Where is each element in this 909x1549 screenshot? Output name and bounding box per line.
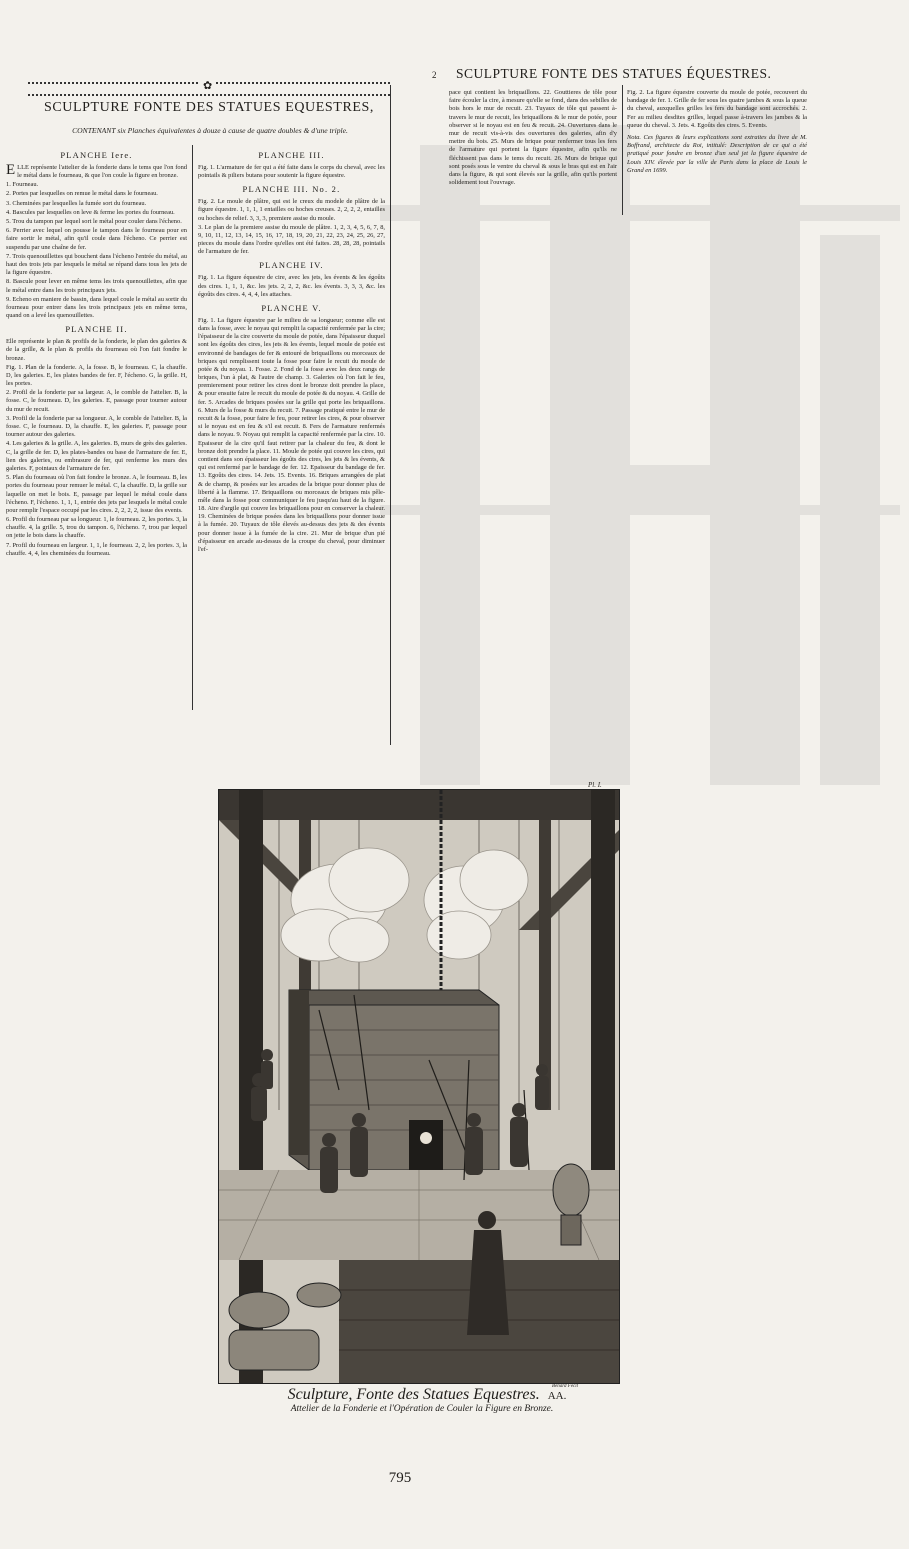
legend-item: 3. Cheminées par lesquelles la fumée sort du fourneau. <box>6 199 147 207</box>
plate-caption <box>222 1386 632 1404</box>
legend-item: 2. Portes par lesquelles on remue le métal dans le fourneau. <box>6 190 158 198</box>
legend-item: Fig. 2. Le moule de plâtre, qui est le creux du modele de plâtre de la figure équestre. 1, 1, 1, 1 entailles ou hoches creuses. 2, 2, 2, 2, entailles ou hoches de relief. 3, 3, 3, premiere assise du moule. <box>198 198 385 222</box>
legend-item: 5. Plan du fourneau où l'on fait fondre le bronze. A, le fourneau. B, les portes du fourneau pour remuer le métal. C, la chauffe. D, la grille sur laquelle on met le bois. E, passage par lequel le métal coule dans l'écheno. F, l'écheno. 1, 1, 1, entrée des jets par lesquels le métal coule pour remplir l'espace occupé par les cires. 2, 2, 2, 2, issue des events. <box>6 474 187 514</box>
legend-item: 9. Echeno en maniere de bassin, dans lequel coule le métal au sortir du fourneau pour entrer dans les trois principaux jets en même tems, quand on a levé les quenouillettes. <box>6 295 187 320</box>
planche-5-text: Fig. 1. La figure équestre par le milieu de sa longueur; comme elle est dans la fosse, avec le noyau qui remplit la capacité renfermée par la cire; l'épaisseur de la cire couverte du moule de potée, dans l'épaisseur duquel sont les égoûts des cires, les jets & les évents, lequel moule de potée est environné de bandages de fer & entouré de briquaillons ou morceaux de briques qui remplissent toute la fosse pour faire le recuit du moule de potée & du noyau. 1. Fosse. 2. Fond de la fosse avec les deux rangs de briques, l'un à plat, & l'autre de champ. 3. Galeries où l'on fait le feu, premierement pour retirer les cires dont le bronze doit prendre la place, & pour ensuite faire le recuit du moule de potée & du noyau. 4. Grille de fer. 5. Arcades de briques posées sur la grille qui porte les briquaillons. 6. Murs de la fosse & murs du recuit. 7. Passage pratiqué entre le mur de recuit & la fosse, pour faire le feu, pour retirer les cires, & pour observer si le noyau est en feu & s'il est recuit. 8. Fers de l'armature renfermés dans le noyau. 9. Noyau qui remplit la capacité renfermée par la cire. 10. Epaisseur de la cire qu'il faut retirer par la chaleur du feu, & dont le bronze doit prendre la place. 11. Moule de potée qui couvre les cires, qui contient dans son épaisseur les égoûts des cires, les jets & les évents, & qui est renfermé par le bandage de fer. 12. Epaisseur du bandage de fer. 13. Egoûts des cires. 14. Jets. 15. Events. 16. Briques arrangées de plat & de champ, & posées sur les arcades de la brique pour donner plus de liberté à la flamme. 17. Briquaillons ou morceaux de briques mis pêle-mêle dans la fosse pour communiquer le feu jusqu'au haut de la figure. 18. Aire d'argile qui couvre les briquaillons pour en conserver la chaleur. 19. Cheminées de brique posées dans les briquaillons pour donner issue à la fumée. 20. Tuyaux de tôle élevés au-dessus des jets & des évents pour donner issue à la fumée de la cire. 21. Mur de brique d'un pié d'épaisseur en arcade au-dessus de la croupe du cheval, pour diminuer l'ef- <box>198 316 385 553</box>
foundry-engraving <box>219 790 619 1383</box>
legend-item: 4. Les galeries & la grille. A, les galeries. B, murs de grès des galeries. C, la grille de fer. D, les plates-bandes ou base de l'armature de fer. E, lien des galeries, ou embrasure de fer, qui renferme les murs des galeries. F, pointaux de l'armature de fer. <box>6 440 187 472</box>
planche-3-no2-heading: PLANCHE III. No. 2. <box>242 184 341 195</box>
planche-2-intro: Elle représente le plan & profils de la fonderie, le plan des galeries & de la grille, & le plan & profils du fourneau où l'on fait fondre le bronze. <box>6 338 187 362</box>
legend-item: Fig. 1. La figure équestre de cire, avec les jets, les évents & les égoûts des cires. 1, 1, 1, &c. les jets. 2, 2, 2, &c. les évents. 3, 3, 3, &c. les égoûts des cires. 4, 4, 4, les attaches. <box>198 274 385 298</box>
column-divider <box>390 85 391 745</box>
planche-4-heading: PLANCHE IV. <box>259 260 324 271</box>
legend-item: 2. Profil de la fonderie par sa largeur. A, le comble de l'attelier. B, la fosse. C, le fourneau. D, les galeries. E, passage pour tourner autour du mur de recuit. <box>6 389 187 413</box>
legend-item: 6. Perrier avec lequel on pousse le tampon dans le fourneau pour en faire sortir le métal, afin qu'il coule dans l'écheno. Ce perrier est suspendu par une chaîne de fer. <box>6 227 187 251</box>
continued-text: pace qui contient les briquaillons. 22. Gouttieres de tôle pour faire écouler la cire, à mesure qu'elle se fond, dans des sebilles de bois hors le mur de recuit. 23. Tuyaux de tôle qui passent à-travers le mur de recuit, les briquaillons & le mur de potée, pour observer si le noyau est en feu & recuit. 24. Ouvertures dans le mur de recuit vis-à-vis des ouvertures des galeries, afin d'y mettre du bois. 25. Murs de brique pour renfermer tous les fers de l'armature qui portent la figure équestre, afin qu'ils ne fléchissent pas dans le tems du recuit. 26. Murs de brique qui sont posés sous le ventre du cheval & sous le bras qui est en l'air dans la figure, & qui sont élevés sur la grille, afin qu'ils portent solidement tout l'ouvrage. <box>449 89 617 187</box>
drop-cap: E <box>6 161 16 178</box>
legend-item: 1. Fourneau. <box>6 181 39 189</box>
running-header <box>432 66 852 82</box>
text-column-2 <box>198 146 385 754</box>
plate-subcaption: Attelier de la Fonderie et l'Opération de Couler la Figure en Bronze. <box>290 1404 554 1414</box>
column-divider <box>192 145 193 710</box>
legend-item: 8. Bascule pour lever en même tems les trois quenouillettes, afin que le métal entre dans les trois principaux jets. <box>6 278 187 294</box>
planche-5-heading: PLANCHE V. <box>261 302 322 313</box>
nota: Nota. Ces figures & leurs explications sont extraites du livre de M. Boffrand, architecte du Roi, intitulé: Description de ce qui a été pratiqué pour fondre en bronze d'un seul jet la figure équestre de Louis XIV. élevée par la ville de Paris dans la place de Louis le Grand en 1699. <box>627 133 807 174</box>
running-title: SCULPTURE FONTE DES STATUES ÉQUESTRES. <box>456 66 772 81</box>
engraver-signature: Benard Fecit <box>552 1384 579 1389</box>
legend-item: Fig. 1. L'armature de fer qui a été faite dans le corps du cheval, avec les pointails & piliers butans pour soutenir la figure équestre. <box>198 163 385 180</box>
engraving-plate <box>218 789 620 1384</box>
legend-item: Fig. 1. Plan de la fonderie. A, la fosse. B, le fourneau. C, la chauffe. D, les galeries. E, les plates bandes de fer. F, l'écheno. G, la grille. H, les portes. <box>6 363 187 388</box>
planche-1-heading: PLANCHE Iere. <box>60 150 133 160</box>
ornamental-band <box>28 82 390 96</box>
planche-5-fig-2: Fig. 2. La figure équestre couverte du moule de potée, recouvert du bandage de fer. 1. Grille de fer sous les quatre jambes & sous la queue du cheval, auxquelles grilles les fers du bandage sont accrochés. 2. Fer au milieu desdites grilles, lequel passe à-travers les jambes & la queue du cheval. 3. Jets. 4. Egoûts des cires. 5. Events. <box>627 89 807 129</box>
legend-item: 7. Trois quenouillettes qui bouchent dans l'écheno l'entrée du métal, au haut des trois jets par lesquels le métal se répand dans tous les jets de la figure équestre. <box>6 252 187 277</box>
legend-item: 4. Bascules par lesquelles on leve & ferme les portes du fourneau. <box>6 208 175 216</box>
plate-number: Pl. I. <box>588 781 602 789</box>
legend-item: 3. Le plan de la premiere assise du moule de plâtre. 1, 2, 3, 4, 5, 6, 7, 8, 9, 10, 11, 12, 13, 14, 15, 16, 17, 18, 19, 20, 21, 22, 23, 24, 25, 26, 27, pieces du moule dans l'ordre qu'elles ont été faites. 28, 28, 28, pointails de l'armature de fer. <box>198 223 385 256</box>
plate-caption-title: Sculpture, Fonte des Statues Equestres. <box>287 1386 540 1403</box>
legend-item: 7. Profil du fourneau en largeur. 1, 1, le fourneau. 2, 2, les portes. 3, la chauffe. 4, 4, les cheminées du fourneau. <box>6 541 187 557</box>
plate-code: AA. <box>547 1390 567 1402</box>
document-title: SCULPTURE FONTE DES STATUES EQUESTRES, <box>43 100 375 115</box>
header-page-number: 2 <box>432 70 437 80</box>
text-column-3 <box>449 89 617 219</box>
text-column-4 <box>627 89 807 219</box>
legend-item: 6. Profil du fourneau par sa longueur. 1, le fourneau. 2, les portes. 3, la chauffe. 4, la grille. 5, trou du tampon. 6, l'écheno. 7, trou par lequel on jette le bois dans la chauffe. <box>6 516 187 540</box>
column-divider <box>622 85 623 215</box>
legend-item: 3. Profil de la fonderie par sa longueur. A, le comble de l'attelier. B, la fosse. C, le fourneau. D, la chauffe. E, les galeries. F, passage pour tourner autour des galeries. <box>6 414 187 439</box>
page-number: 795 <box>388 1470 412 1486</box>
document-subtitle: CONTENANT six Planches équivalentes à douze à cause de quatre doubles & d'une triple. <box>72 126 348 135</box>
text-column-1 <box>6 146 187 716</box>
planche-1-intro: ELLE représente l'attelier de la fonderie dans le tems que l'on fond le métal dans le fourneau, & que l'on coule la figure en bronze. <box>6 161 187 180</box>
planche-2-heading: PLANCHE II. <box>65 324 128 335</box>
legend-item: 5. Trou du tampon par lequel sort le métal pour couler dans l'écheno. <box>6 218 182 225</box>
planche-3-heading: PLANCHE III. <box>258 150 325 160</box>
